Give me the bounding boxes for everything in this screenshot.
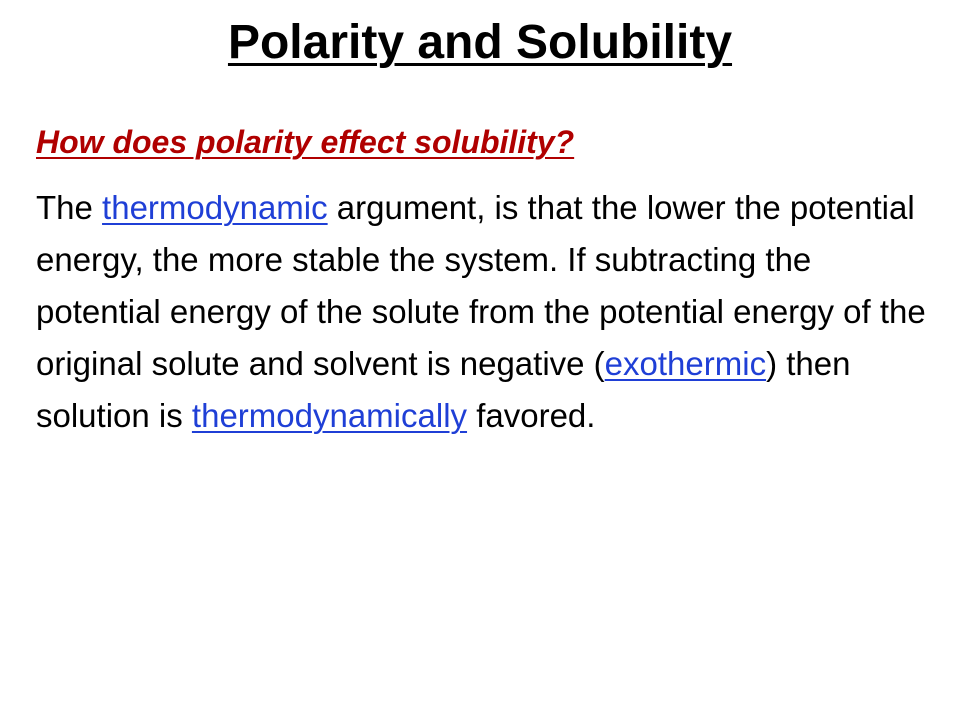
link-thermodynamic[interactable]: thermodynamic bbox=[102, 189, 328, 226]
slide-title bbox=[0, 10, 960, 76]
link-thermodynamically[interactable]: thermodynamically bbox=[191, 397, 468, 434]
slide-title-text: Polarity and Solubility bbox=[227, 16, 733, 69]
paragraph-text-1: The bbox=[36, 189, 103, 226]
body-paragraph bbox=[36, 182, 936, 442]
link-exothermic[interactable]: exothermic bbox=[604, 345, 767, 382]
question-heading: How does polarity effect solubility? bbox=[36, 124, 575, 160]
paragraph-text-4: favored. bbox=[467, 397, 596, 434]
paragraph-text-3: ) then solution is bbox=[36, 345, 851, 434]
paragraph-text-2: argument, is that the lower the potential energy, the more stable the system. If subtracting the potential energy of the solute from the potential energy of the original solute and solvent is negative ( bbox=[36, 189, 926, 382]
